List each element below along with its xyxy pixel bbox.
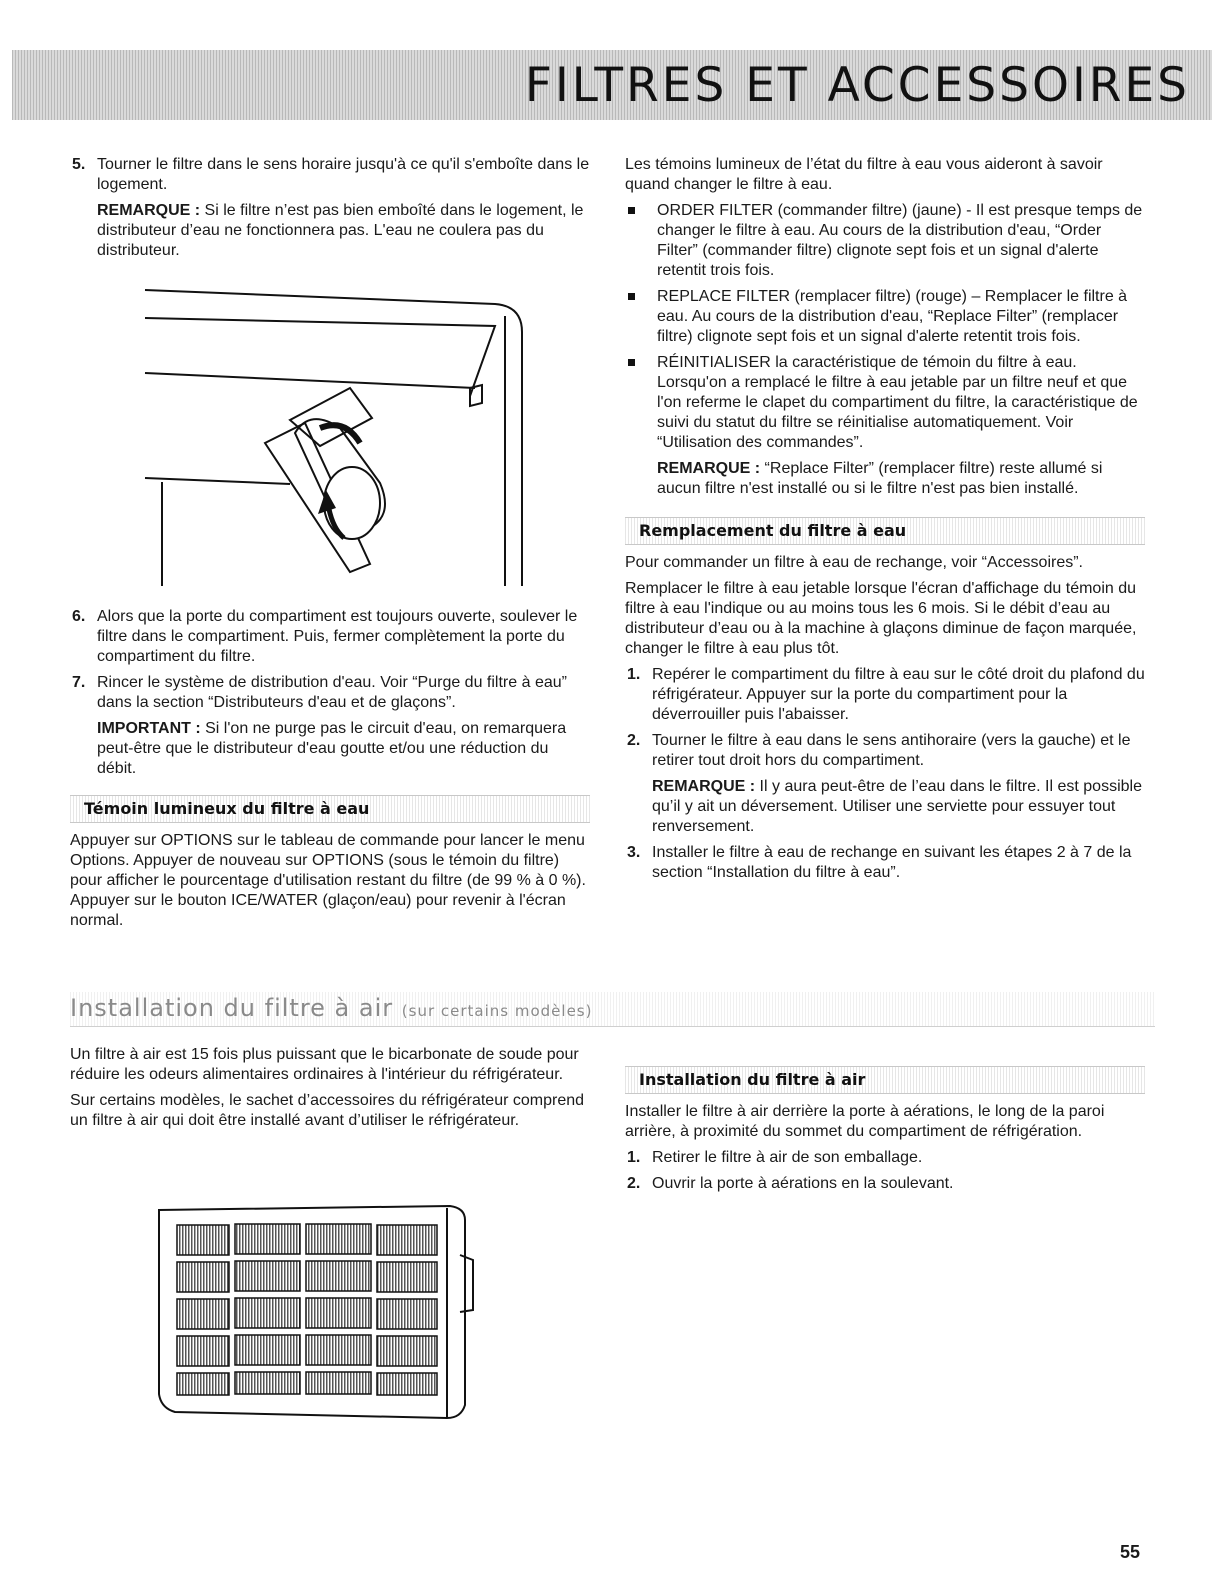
step-number: 1. xyxy=(627,666,641,683)
step-5 xyxy=(70,155,590,261)
air-left-column xyxy=(70,1045,595,1137)
step-text: Installer le filtre à eau de rechange en suivant les étapes 2 à 7 de la section “Installation du filtre à eau”. xyxy=(652,844,1132,881)
step-7 xyxy=(70,673,590,779)
step-number: 6. xyxy=(72,608,86,625)
replace-step-3 xyxy=(625,843,1145,883)
step-text: Ouvrir la porte à aérations en la soulevant. xyxy=(652,1175,954,1192)
page-number: 55 xyxy=(1119,1542,1140,1562)
step-text: Rincer le système de distribution d'eau. Voir “Purge du filtre à eau” dans la section “Distributeurs d'eau et de glaçons”. xyxy=(97,674,567,711)
bullet-replace-filter xyxy=(625,287,1145,347)
step-6 xyxy=(70,607,590,667)
replace-paragraph-1: Pour commander un filtre à eau de rechange, voir “Accessoires”. xyxy=(625,554,1083,571)
page-title: FILTRES ET ACCESSOIRES xyxy=(524,58,1190,113)
replace-heading-bar xyxy=(625,517,1145,545)
bullet-order-filter xyxy=(625,201,1145,281)
indicator-paragraph: Appuyer sur OPTIONS sur le tableau de commande pour lancer le menu Options. Appuyer de nouveau sur OPTIONS (sous le témoin du filtre) pour afficher le pourcentage d'utilisation restant du filtre (de 99 % à 0 %). Appuyer sur le bouton ICE/WATER (glaçon/eau) pour revenir à l'écran normal. xyxy=(70,832,586,929)
bullet-text: REPLACE FILTER (remplacer filtre) (rouge) – Remplacer le filtre à eau. Au cours de la distribution d'eau, “Replace Filter” (remplacer filtre) clignote sept fois et un signal d'alerte retentit trois fois. xyxy=(657,288,1128,345)
indicator-intro: Les témoins lumineux de l’état du filtre à eau vous aideront à savoir quand changer le filtre à eau. xyxy=(625,156,1103,193)
air-install-paragraph: Installer le filtre à air derrière la porte à aérations, le long de la paroi arrière, à proximité du sommet du compartiment de réfrigération. xyxy=(625,1103,1105,1140)
air-filter-illustration xyxy=(155,1200,485,1422)
install-steps-list xyxy=(70,155,590,261)
bullet-square-icon xyxy=(628,207,635,214)
air-install-steps xyxy=(625,1148,1145,1194)
indicator-heading: Témoin lumineux du filtre à eau xyxy=(84,799,370,818)
step-number: 7. xyxy=(72,674,86,691)
bullet-reset xyxy=(625,353,1145,499)
step-note xyxy=(97,201,590,261)
step-number: 2. xyxy=(627,732,641,749)
step-text: Alors que la porte du compartiment est toujours ouverte, soulever le filtre dans le compartiment. Puis, fermer complètement la porte du compartiment du filtre. xyxy=(97,608,578,665)
air-heading-sub: (sur certains modèles) xyxy=(401,1002,593,1020)
note-text: Si l'on ne purge pas le circuit d'eau, on remarquera peut-être que le distributeur d'eau goutte et/ou une réduction du débit. xyxy=(97,720,567,777)
right-column xyxy=(625,155,1145,889)
note-label: REMARQUE : xyxy=(97,202,201,219)
step-number: 1. xyxy=(627,1149,641,1166)
air-paragraph-1: Un filtre à air est 15 fois plus puissant que le bicarbonate de soude pour réduire les odeurs alimentaires ordinaires à l'intérieur du réfrigérateur. xyxy=(70,1046,579,1083)
left-column-top xyxy=(70,155,590,267)
bullet-text: RÉINITIALISER la caractéristique de témoin du filtre à eau. Lorsqu'on a remplacé le filtre à eau jetable par un filtre neuf et que l'on referme le clapet du compartiment du filtre, la caractéristique de suivi du statut du filtre se réinitialise automatiquement. Voir “Utilisation des commandes”. xyxy=(657,354,1138,451)
note-text: Si le filtre n’est pas bien emboîté dans le logement, le distributeur d’eau ne fonctionnera pas. L'eau ne coulera pas du distributeur. xyxy=(97,202,584,259)
compartment-inner-edge xyxy=(145,318,495,396)
air-step-2 xyxy=(625,1174,1145,1194)
note-text: “Replace Filter” (remplacer filtre) reste allumé si aucun filtre n'est installé ou si le filtre n'est pas bien installé. xyxy=(657,460,1103,497)
install-steps-list-cont xyxy=(70,607,590,779)
bullet-text: ORDER FILTER (commander filtre) (jaune) - Il est presque temps de changer le filtre à eau. Au cours de la distribution d'eau, “Order Filter” (commander filtre) clignote sept fois et un signal d'alerte retentit trois fois. xyxy=(657,202,1143,279)
step-text: Retirer le filtre à air de son emballage. xyxy=(652,1149,923,1166)
ceiling-line xyxy=(145,373,475,388)
air-install-heading: Installation du filtre à air xyxy=(639,1070,866,1089)
step-number: 2. xyxy=(627,1175,641,1192)
air-step-1 xyxy=(625,1148,1145,1168)
step-number: 3. xyxy=(627,844,641,861)
note-label: REMARQUE : xyxy=(652,778,756,795)
ceiling-lower-line xyxy=(145,478,290,484)
note-label: IMPORTANT : xyxy=(97,720,201,737)
replace-steps-list xyxy=(625,665,1145,883)
bullet-square-icon xyxy=(628,293,635,300)
air-paragraph-2: Sur certains modèles, le sachet d’accessoires du réfrigérateur comprend un filtre à air qui doit être installé avant d’utiliser le réfrigérateur. xyxy=(70,1092,585,1129)
replace-paragraph-2: Remplacer le filtre à eau jetable lorsque l'écran d'affichage du témoin du filtre à eau l'indique ou au moins tous les 6 mois. Si le débit d’eau au distributeur d’eau ou à la machine à glaçons diminue de façon marquée, changer le filtre à eau plus tôt. xyxy=(625,580,1137,657)
indicator-heading-bar xyxy=(70,795,590,823)
step-text: Tourner le filtre à eau dans le sens antihoraire (vers la gauche) et le retirer tout droit hors du compartiment. xyxy=(652,732,1131,769)
bullet-square-icon xyxy=(628,359,635,366)
air-install-heading-bar xyxy=(625,1066,1145,1094)
air-filter-section-heading xyxy=(70,992,1155,1027)
note-label: REMARQUE : xyxy=(657,460,761,477)
step-text: Tourner le filtre dans le sens horaire jusqu'à ce qu'il s'emboîte dans le logement. xyxy=(97,156,590,193)
indicator-bullets xyxy=(625,201,1145,499)
air-right-column xyxy=(625,1066,1145,1200)
note-text: Il y aura peut-être de l’eau dans le filtre. Il est possible qu’il y ait un déversement. Utiliser une serviette pour essuyer tout renversement. xyxy=(652,778,1142,835)
air-filter-heading xyxy=(70,992,1155,1027)
step-text: Repérer le compartiment du filtre à eau sur le côté droit du plafond du réfrigérateur. Appuyer sur la porte du compartiment pour la déverrouiller puis l'abaisser. xyxy=(652,666,1145,723)
bullet-note xyxy=(657,459,1145,499)
water-filter-illustration xyxy=(140,268,540,590)
step-note xyxy=(652,777,1145,837)
replace-step-1 xyxy=(625,665,1145,725)
replace-heading: Remplacement du filtre à eau xyxy=(639,521,907,540)
replace-step-2 xyxy=(625,731,1145,837)
step-number: 5. xyxy=(72,156,86,173)
left-column-middle xyxy=(70,607,590,937)
header-banner xyxy=(12,50,1212,120)
step-note xyxy=(97,719,590,779)
air-heading-main: Installation du filtre à air xyxy=(70,994,394,1022)
